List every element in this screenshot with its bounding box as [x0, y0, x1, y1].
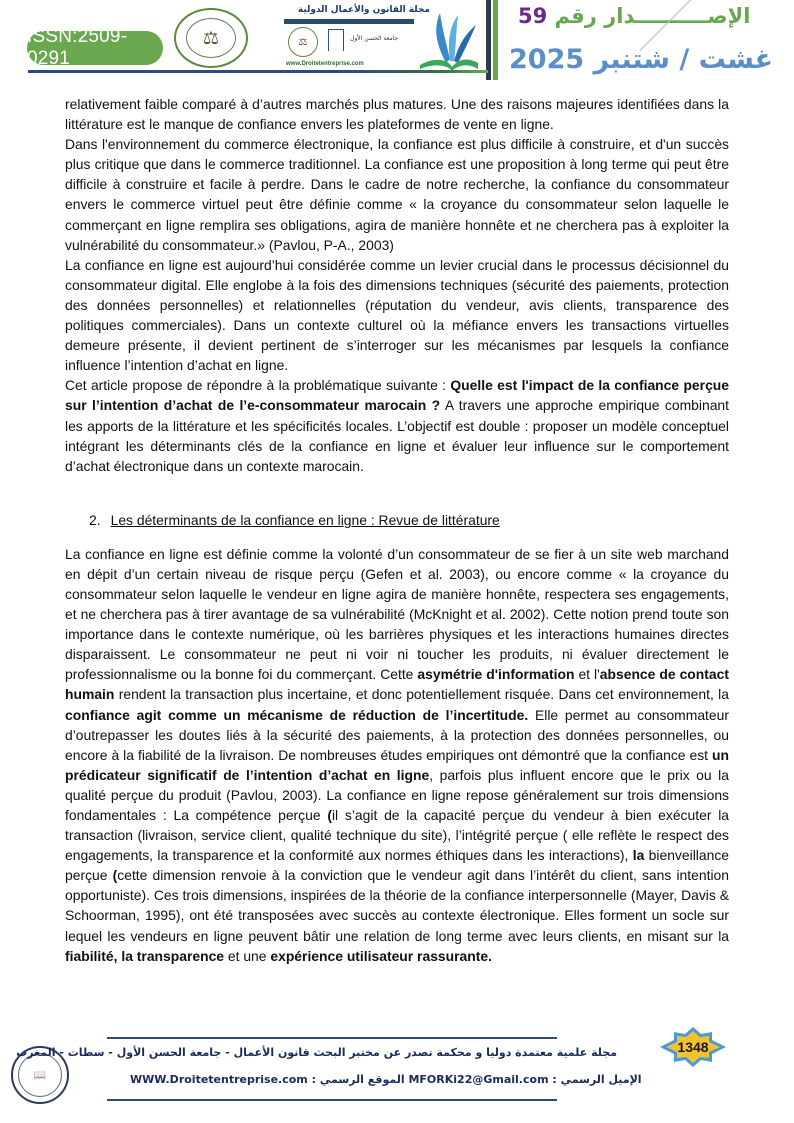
text-run: Elle permet au consommateur d’outrepasser les doutes liés à la sécurité des paiements, à la protection des données personnelles, ou encore à la fiabilité de la livraison. De nombreuses études empiriques ont démontré que la confiance est [65, 706, 729, 763]
footer-journal-description: مجلة علمية معتمدة دوليا و محكمة تصدر عن مختبر البحث قانون الأعمال - جامعة الحسن الأول - سطات - المغرب [16, 1046, 617, 1059]
journal-subtitle-band [284, 19, 414, 24]
research-lab-seal-logo [174, 8, 248, 68]
paragraph-intro-continuation: relativement faible comparé à d’autres marchés plus matures. Une des raisons majeures identifiées dans la littérature est le manque de confiance envers les plateformes de vente en ligne. [65, 96, 729, 133]
text-run: A travers une approche empirique combinant les apports de la littérature et les spécificités locales. L’objectif est double : proposer un modèle conceptuel intégrant les déterminants clés de la confiance en ligne et évaluer leur influence sur le comportement d’achat électronique dans un contexte marocain. [65, 397, 729, 474]
bold-run: ( [327, 807, 332, 823]
divider-bar-green [493, 0, 498, 80]
bold-run: confiance agit comme un mécanisme de réduction de l’incertitude. [65, 706, 529, 723]
journal-url: www.Droitetentreprise.com [286, 61, 364, 67]
bold-run: un prédicateur significatif de l’intention d’achat en ligne [65, 746, 729, 783]
journal-logo [284, 3, 478, 71]
text-run: La confiance en ligne est définie comme la volonté d’un consommateur de se fier à un site web marchand en dépit d’un certain niveau de risque perçu (Gefen et al. 2003), ou encore comme « la croyance du consommateur selon laquelle le vendeur en ligne agira de manière honnête, respectera ses engagements, et ne cherchera pas à tirer avantage de sa vulnérabilité (McKnight et al. 2002). Cette notion prend toute son importance dans le contexte numérique, où les barrières physiques et les interactions humaines directes disparaissent. Le consommateur ne peut ni voir ni toucher les produits, ni évaluer directement le professionnalisme ou la bonne foi du commerçant. Cette [65, 545, 729, 683]
bold-run: absence de contact humain [65, 666, 729, 703]
text-run: et une [224, 947, 271, 964]
spacer [65, 530, 729, 544]
seal-inner-ring [18, 1053, 62, 1097]
page-number-badge [660, 1027, 726, 1067]
text-run: cette dimension renvoie à la conviction que le vendeur agit dans l’intérêt du client, sans intention opportuniste). Ces trois dimensions, inspirées de la théorie de la confiance interpersonnelle (Mayer, Davis & Schoorman, 1995), ont été transposées avec succès au contexte électronique. Elles forment un socle sur lequel les vendeurs en ligne peuvent bâtir une relation de long terme avec leurs clients, en misant sur la [65, 867, 729, 944]
text-run: il s’agit de la capacité perçue du vendeur à bien exécuter la transaction (livraison, service client, qualité technique du site), l’intégrité perçue ( elle reflète le respect des engagements, la transparence et la conformité aux normes éthiques dans les interactions), [65, 807, 730, 864]
mini-lab-seal-icon: ⚖ [288, 27, 318, 57]
journal-title-arabic: مجلة القانون والأعمال الدولية [297, 5, 430, 15]
text-run: et l' [574, 666, 600, 683]
issn-badge: ISSN:2509-0291 [27, 31, 163, 65]
university-tower-icon [328, 29, 344, 51]
scales-of-justice-icon: ⚖ [202, 27, 220, 49]
bold-run: la [632, 847, 645, 864]
page-header [0, 0, 794, 88]
open-book-icon [418, 7, 478, 71]
issue-date: غشت / شتنبر 2025 [509, 44, 774, 75]
header-divider-bars [486, 0, 500, 80]
text-run: bienveillance perçue [65, 847, 729, 884]
section-title: Les déterminants de la confiance en ligne : Revue de littérature [110, 511, 500, 528]
footer-rule-top [107, 1037, 557, 1039]
paragraph-literature-review [65, 544, 729, 966]
university-name: جامعة الحسن الأول [350, 35, 399, 42]
footer-rule-bottom [107, 1099, 557, 1101]
bold-run: fiabilité, la transparence [65, 947, 225, 964]
section-heading [89, 510, 729, 530]
section-number: 2. [89, 511, 101, 528]
spacer [65, 476, 729, 510]
footer-contact-line: WWW.Droitetentreprise.com : الموقع الرسمي MFORKi22@Gmail.com : الإميل الرسمي [130, 1073, 642, 1086]
text-run: , parfois plus influent encore que le prix ou la qualité perçue du produit (Pavlou, 2003). La confiance en ligne repose généralement sur trois dimensions fondamentales : La compétence perçue [65, 766, 729, 823]
book-emblem-icon: 📖 [33, 1069, 47, 1081]
paragraph-research-question [65, 375, 729, 475]
bold-run: ( [112, 867, 118, 884]
document-body [65, 94, 729, 966]
text-run: Cet article propose de répondre à la problématique suivante : [65, 377, 451, 394]
bold-run: asymétrie d'information [417, 666, 575, 683]
bold-run: expérience utilisateur rassurante. [270, 947, 492, 964]
text-run: rendent la transaction plus incertaine, et donc potentiellement risquée. Dans cet environnement, la [114, 686, 729, 703]
research-question-bold: Quelle est l'impact de la confiance perçue sur l’intention d’achat de l’e-consommateur marocain ? [65, 377, 729, 414]
seal-inner-ring [186, 18, 236, 58]
issue-label: الإصــــــــــدار رقم [554, 4, 751, 28]
header-rule [28, 70, 488, 73]
divider-bar-dark [486, 0, 491, 80]
paragraph-ecommerce-trust: Dans l'environnement du commerce électronique, la confiance est plus difficile à construire, et d'un succès plus critique que dans le commerce traditionnel. La confiance est une proposition à long terme qui peut être difficile à construire et facile à perdre. Dans le cadre de notre recherche, la confiance du consommateur envers le commerce virtuel peut être définie comme « la croyance du consommateur selon laquelle le commerçant en ligne remplira ses obligations, agira de manière honnête et ne cherchera pas à exploiter la vulnérabilité du consommateur.» (Pavlou, P-A., 2003) [65, 136, 729, 253]
page-number: 1348 [677, 1039, 709, 1055]
issue-number: 59 [518, 4, 548, 28]
issue-number-line [518, 4, 751, 28]
paragraph-trust-lever: La confiance en ligne est aujourd’hui considérée comme un levier crucial dans le processus décisionnel du consommateur digital. Elle englobe à la fois des dimensions techniques (sécurité des paiements, protection des données personnelles) et relationnelles (réputation du vendeur, avis clients, transparence des politiques commerciales). Dans un contexte culturel où la méfiance envers les transactions virtuelles demeure présente, il devient pertinent de s’interroger sur les mécanismes par lesquels la confiance influence l’intention d’achat en ligne. [65, 256, 729, 374]
